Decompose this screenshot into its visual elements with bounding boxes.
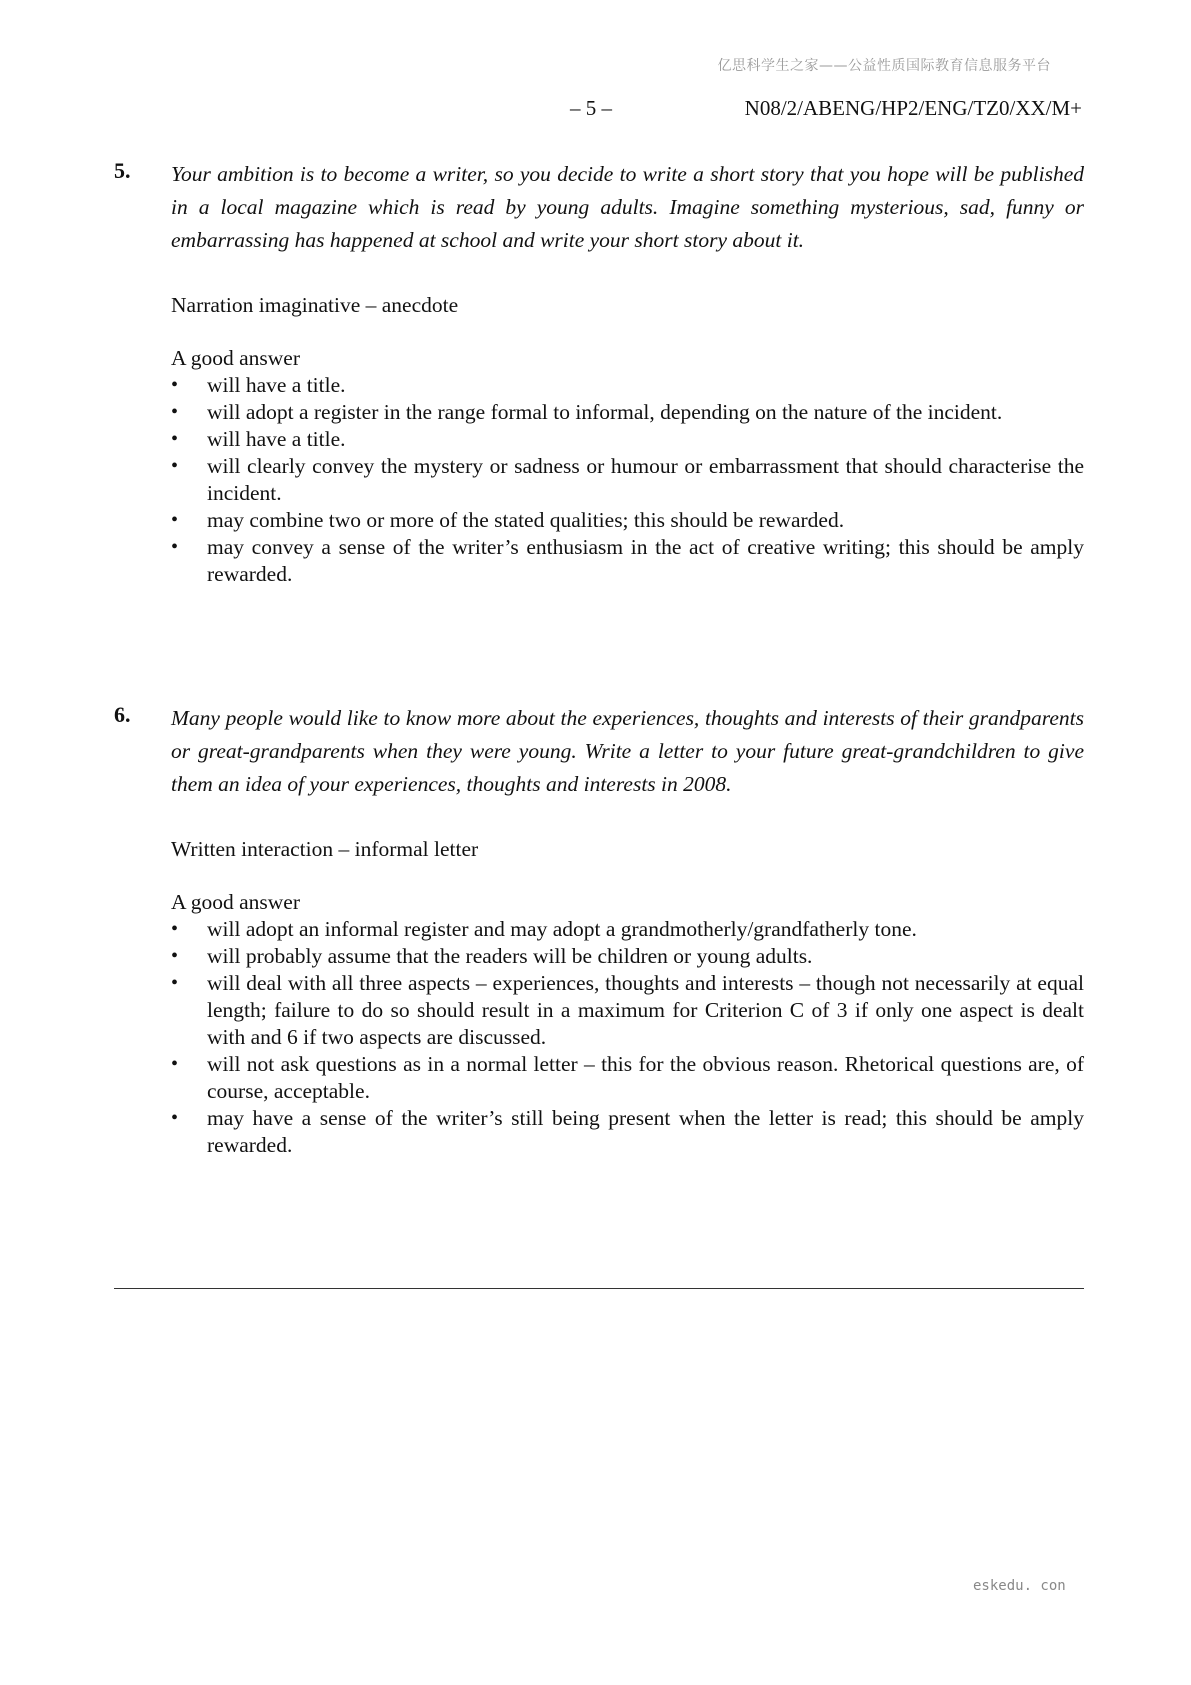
text-type: Written interaction – informal letter bbox=[171, 837, 479, 861]
bullet-icon: • bbox=[171, 401, 179, 423]
list-item-text: will clearly convey the mystery or sadness or humour or embarrassment that should characterise the incident. bbox=[207, 454, 1084, 505]
bullet-icon: • bbox=[171, 972, 179, 994]
list-item-text: will have a title. bbox=[207, 427, 346, 451]
list-item-text: will probably assume that the readers will be children or young adults. bbox=[207, 944, 813, 968]
list-item bbox=[171, 426, 1084, 453]
list-item bbox=[171, 453, 1084, 507]
bullet-icon: • bbox=[171, 374, 179, 396]
bullet-icon: • bbox=[171, 455, 179, 477]
bullet-icon: • bbox=[171, 536, 179, 558]
list-item bbox=[171, 534, 1084, 588]
good-answer-label: A good answer bbox=[171, 346, 300, 370]
bullet-icon: • bbox=[171, 1107, 179, 1129]
question-number: 5. bbox=[114, 158, 131, 183]
page-header bbox=[570, 96, 1082, 121]
text-type: Narration imaginative – anecdote bbox=[171, 293, 459, 317]
list-item bbox=[171, 507, 1084, 534]
question-prompt: Your ambition is to become a writer, so you decide to write a short story that you hope will be published in a local magazine which is read by young adults. Imagine something mysterious, sad, funny or embarrassing has happened at school and write your short story about it. bbox=[171, 162, 1084, 252]
question-prompt: Many people would like to know more about the experiences, thoughts and interests of their grandparents or great-grandparents when they were young. Write a letter to your future great-grandchildren to give them an idea of your experiences, thoughts and interests in 2008. bbox=[171, 706, 1084, 796]
bullet-icon: • bbox=[171, 509, 179, 531]
list-item bbox=[171, 372, 1084, 399]
list-item-text: will adopt a register in the range formal to informal, depending on the nature of the incident. bbox=[207, 400, 1003, 424]
bullet-icon: • bbox=[171, 428, 179, 450]
list-item-text: will deal with all three aspects – experiences, thoughts and interests – though not necessarily at equal length; failure to do so should result in a maximum for Criterion C of 3 if only one aspect is dealt with and 6 if two aspects are discussed. bbox=[207, 971, 1084, 1049]
page-number: – 5 – bbox=[570, 96, 612, 120]
list-item-text: may have a sense of the writer’s still being present when the letter is read; this should be amply rewarded. bbox=[207, 1106, 1084, 1157]
bullet-icon: • bbox=[171, 945, 179, 967]
footer-divider bbox=[114, 1288, 1084, 1289]
list-item-text: will adopt an informal register and may adopt a grandmotherly/grandfatherly tone. bbox=[207, 917, 917, 941]
question-5 bbox=[114, 158, 1084, 588]
watermark: 亿思科学生之家——公益性质国际教育信息服务平台 bbox=[717, 58, 1051, 74]
list-item bbox=[171, 916, 1084, 943]
list-item bbox=[171, 943, 1084, 970]
list-item-text: will not ask questions as in a normal letter – this for the obvious reason. Rhetorical questions are, of course, acceptable. bbox=[207, 1052, 1084, 1103]
list-item-text: may convey a sense of the writer’s enthusiasm in the act of creative writing; this should be amply rewarded. bbox=[207, 535, 1084, 586]
list-item bbox=[171, 1105, 1084, 1159]
question-6 bbox=[114, 702, 1084, 1159]
site-watermark: eskedu. con bbox=[973, 1578, 1066, 1594]
good-answer-label: A good answer bbox=[171, 890, 300, 914]
bullet-icon: • bbox=[171, 1053, 179, 1075]
criteria-list bbox=[171, 916, 1084, 1159]
criteria-list bbox=[171, 372, 1084, 588]
list-item-text: may combine two or more of the stated qualities; this should be rewarded. bbox=[207, 508, 845, 532]
list-item bbox=[171, 1051, 1084, 1105]
list-item-text: will have a title. bbox=[207, 373, 346, 397]
list-item bbox=[171, 399, 1084, 426]
list-item bbox=[171, 970, 1084, 1051]
bullet-icon: • bbox=[171, 918, 179, 940]
document-code: N08/2/ABENG/HP2/ENG/TZ0/XX/M+ bbox=[744, 96, 1082, 120]
question-number: 6. bbox=[114, 702, 131, 727]
